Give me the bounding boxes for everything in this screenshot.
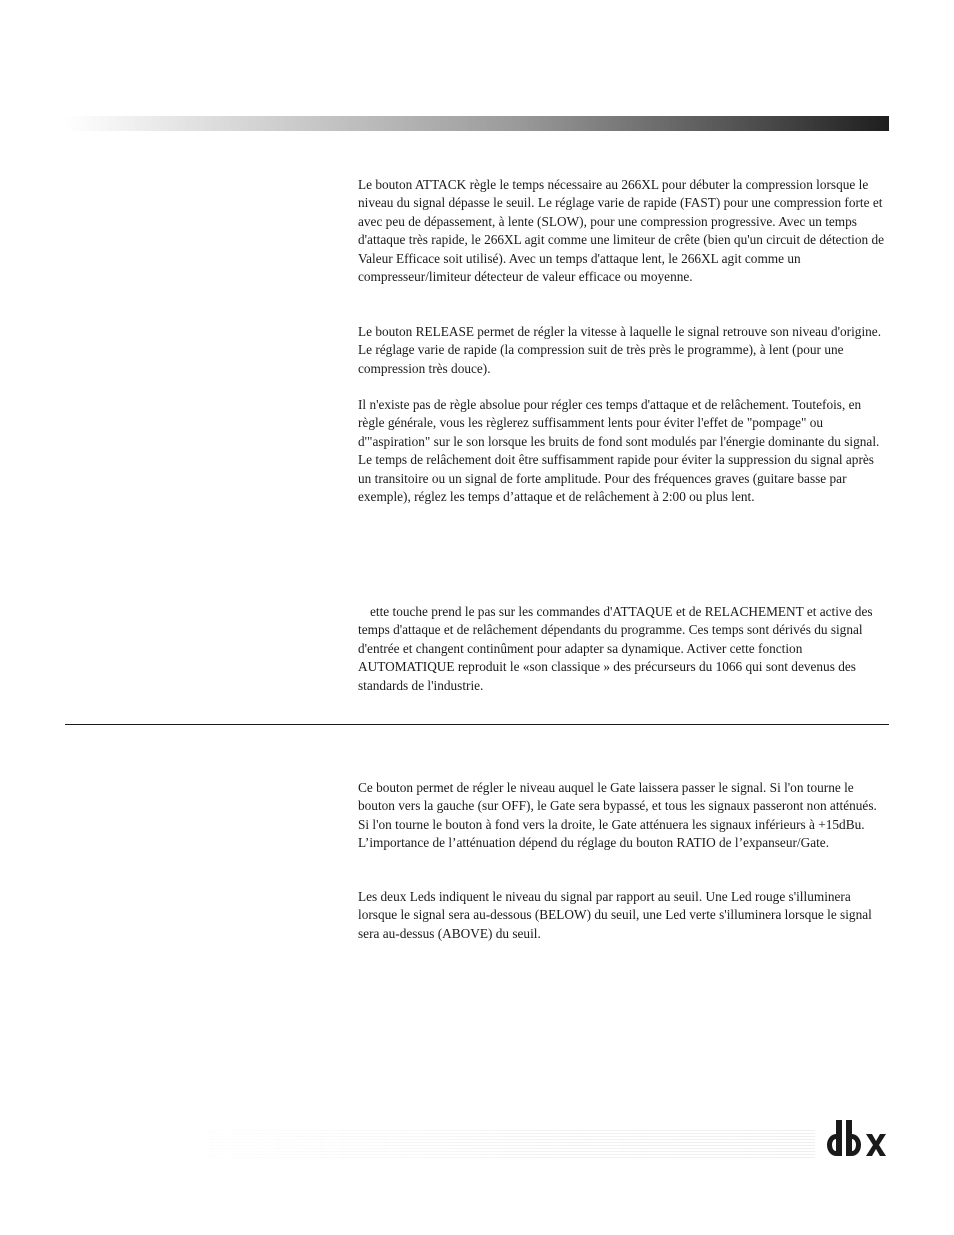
- gate-threshold-paragraph: Ce bouton permet de régler le niveau auquel le Gate laissera passer le signal. Si l'on tourne le bouton vers la gauche (sur OFF), le Gate sera bypassé, et tous les signaux passeront non atténués. Si l'on tourne le bouton à fond vers la droite, le Gate atténuera les signaux inférieurs à +15dBu. L’importance de l’atténuation dépend du réglage du bouton RATIO de l’expanseur/Gate.: [358, 780, 877, 851]
- attack-paragraph: Le bouton ATTACK règle le temps nécessaire au 266XL pour débuter la compression lorsque le niveau du signal dépasse le seuil. Le réglage varie de rapide (FAST) pour une compression forte et avec peu de dépassement, à lente (SLOW), pour une compression progressive. Avec un temps d'attaque très rapide, le 266XL agit comme une limiteur de crête (bien qu'un circuit de détection de Valeur Efficace soit utilisé). Avec un temps d'attaque lent, le 266XL agit comme un compresseur/limiteur détecteur de valeur efficace ou moyenne.: [358, 177, 884, 285]
- header-gradient-bar: [65, 116, 889, 131]
- attack-release-advice-paragraph: Il n'existe pas de règle absolue pour régler ces temps d'attaque et de relâchement. Toutefois, en règle générale, vous les règlerez suffisamment lents pour éviter l'effet de "pompage" ou d'"aspiration" sur le son lorsque les bruits de fond sont modulés par l'énergie dominante du signal. Le temps de relâchement doit être suffisamment rapide pour éviter la suppression du signal après un transitoire ou un signal de forte amplitude. Pour des fréquences graves (guitare basse par exemple), réglez les temps d’attaque et de relâchement à 2:00 ou plus lent.: [358, 397, 880, 505]
- section-divider: [65, 724, 889, 725]
- release-paragraph: Le bouton RELEASE permet de régler la vitesse à laquelle le signal retrouve son niveau d'origine. Le réglage varie de rapide (la compression suit de très près le programme), à lent (pour une compression très douce).: [358, 324, 882, 376]
- footer-texture-bar: [165, 1130, 815, 1158]
- gate-leds-paragraph: Les deux Leds indiquent le niveau du signal par rapport au seuil. Une Led rouge s'illuminera lorsque le signal sera au-dessous (BELOW) du seuil, une Led verte s'illuminera lorsque le signal sera au-dessus (ABOVE) du seuil.: [358, 889, 872, 941]
- dbx-logo-icon: [822, 1114, 888, 1160]
- auto-mode-paragraph: ette touche prend le pas sur les commandes d'ATTAQUE et de RELACHEMENT et active des temps d'attaque et de relâchement dépendants du programme. Ces temps sont dérivés du signal d'entrée et changent continûment pour adapter sa dynamique. Activer cette fonction AUTOMATIQUE reproduit le «son classique » des précurseurs du 1066 qui sont devenus des standards de l'industrie.: [358, 604, 873, 693]
